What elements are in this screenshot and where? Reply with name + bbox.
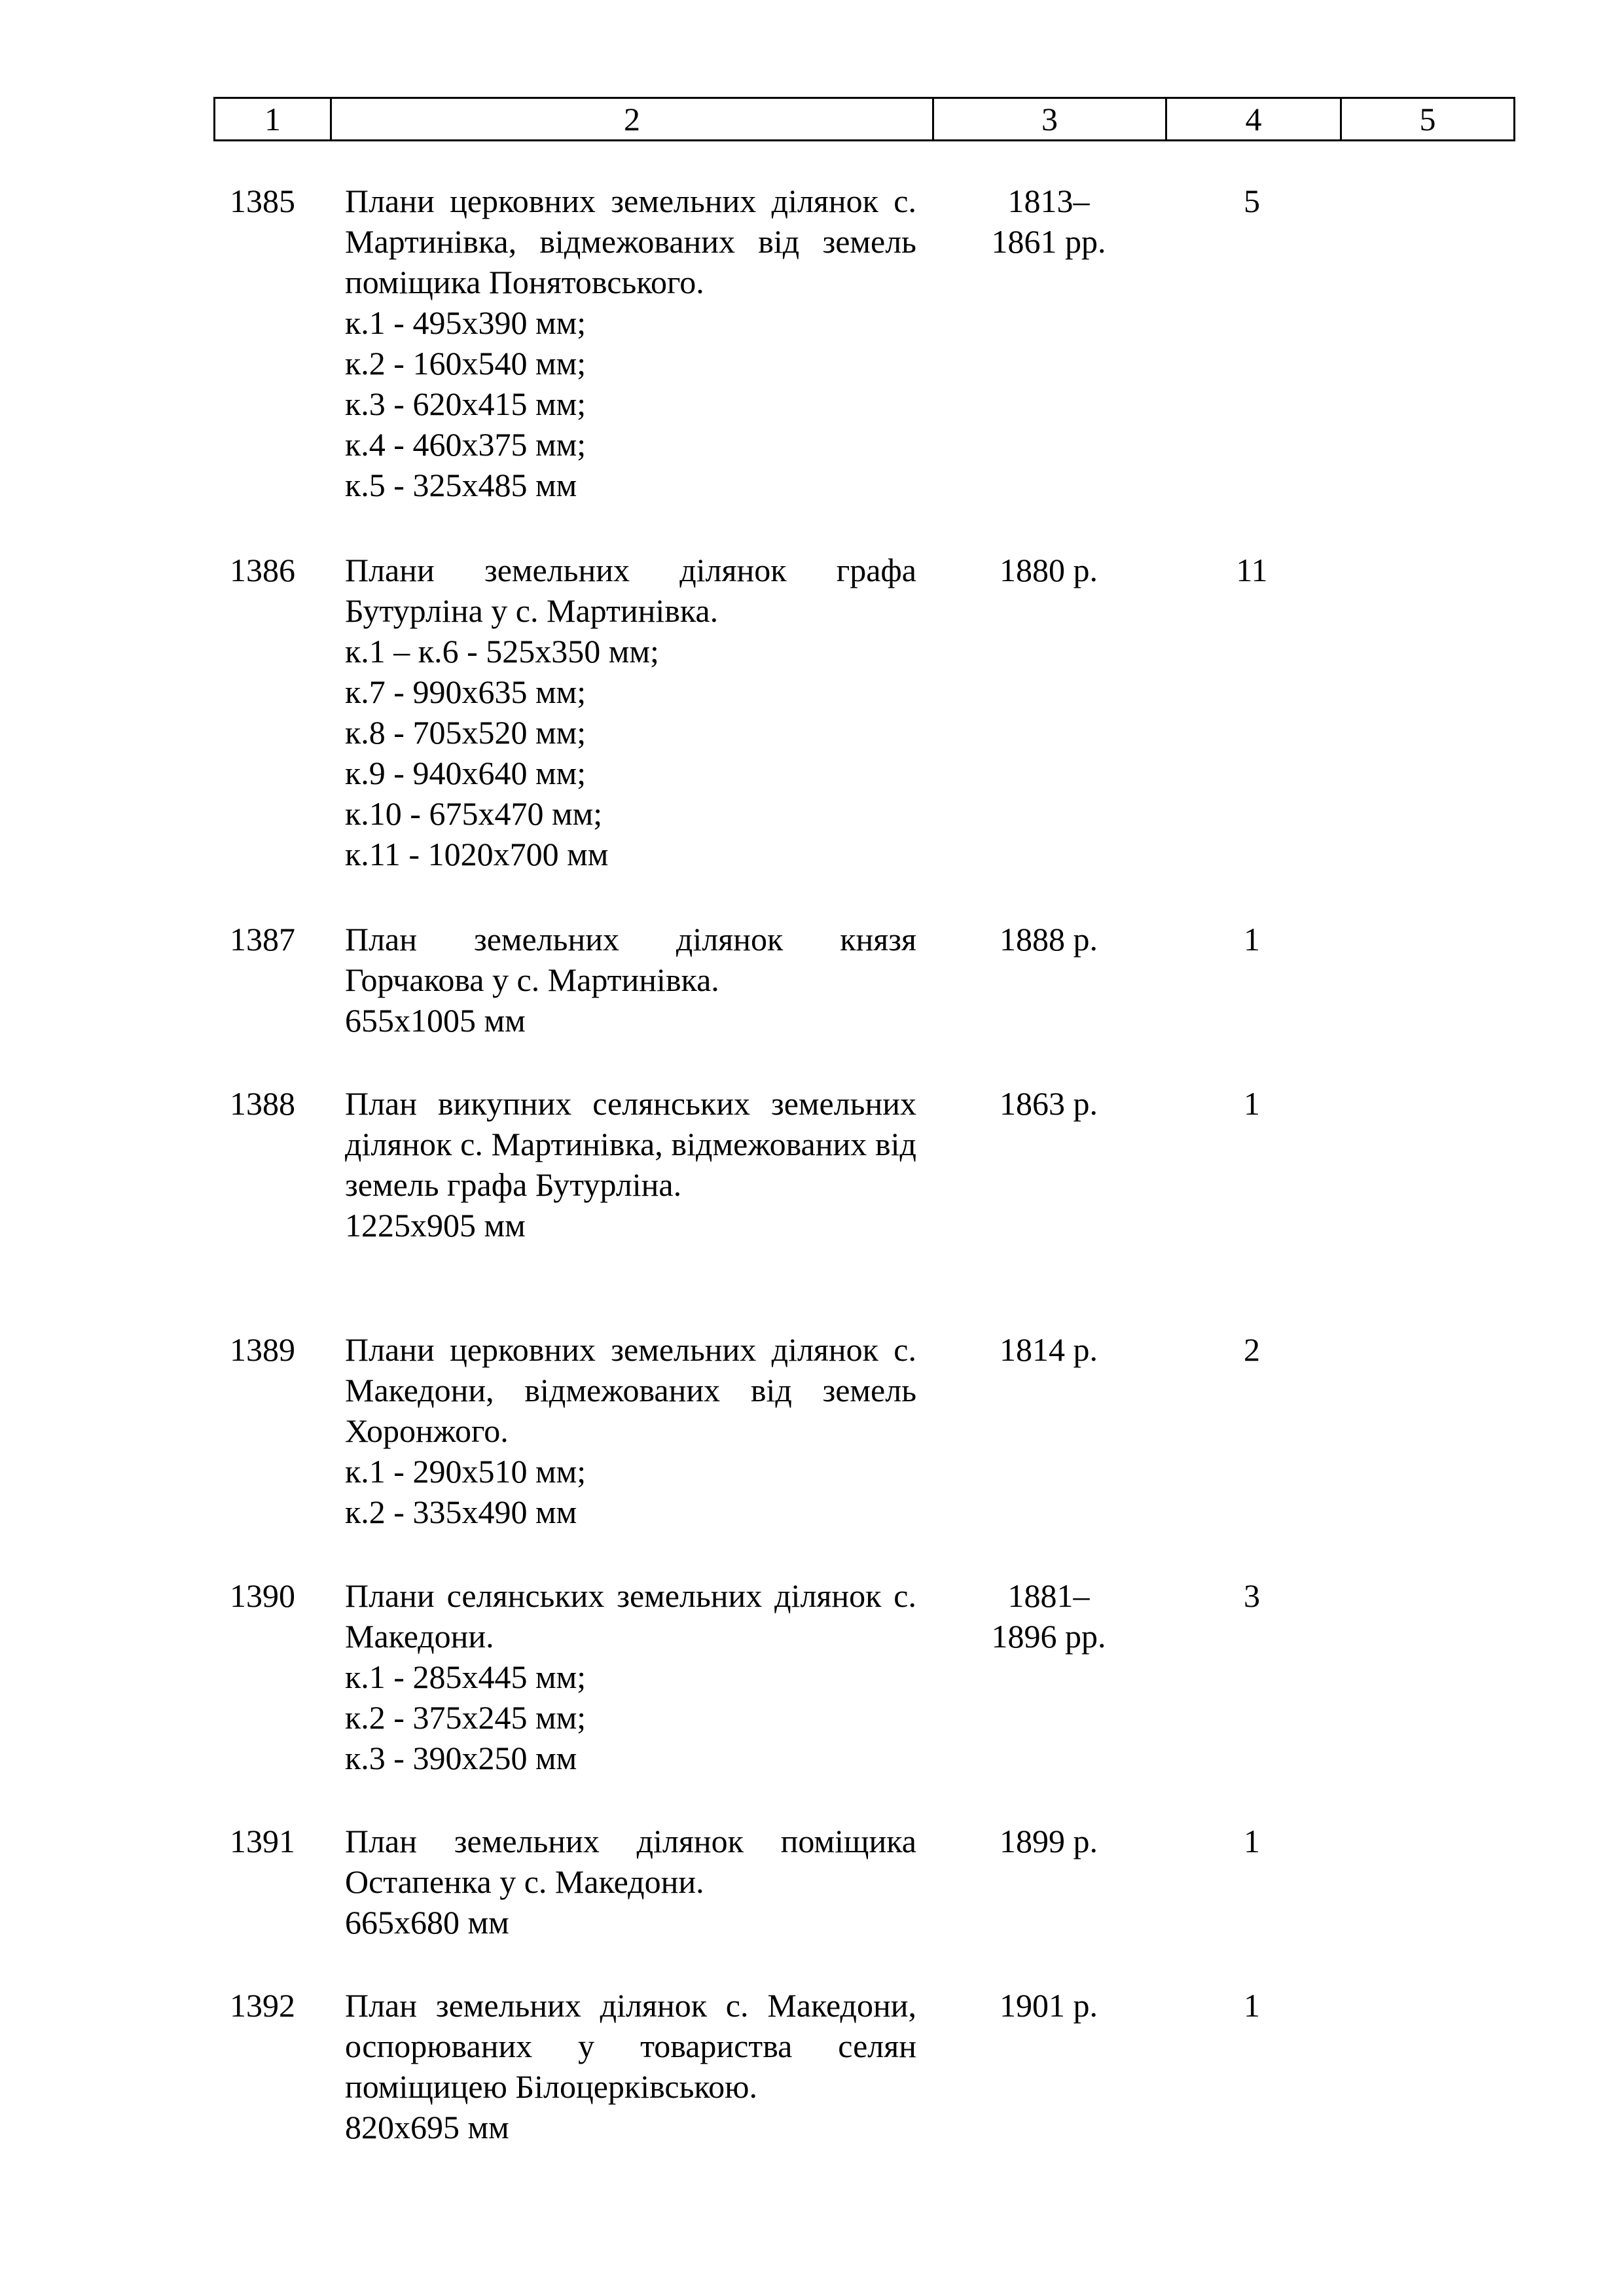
sheet-size: к.3 - 390х250 мм xyxy=(345,1740,577,1776)
entry-number: 1385 xyxy=(230,183,295,219)
entry-dates xyxy=(933,550,1164,590)
column-header-5: 5 xyxy=(1341,98,1515,141)
sheet-count: 1 xyxy=(1244,921,1260,958)
entry-description xyxy=(345,1985,916,2147)
sheet-size: к.9 - 940х640 мм; xyxy=(345,755,586,791)
entry-dates xyxy=(933,1329,1164,1370)
sheet-size: к.2 - 335х490 мм xyxy=(345,1494,577,1530)
entry-dates xyxy=(933,181,1164,262)
entry-dates xyxy=(933,1575,1164,1657)
column-header-4: 4 xyxy=(1166,98,1341,141)
entry-title: Плани церковних земельних ділянок с. Македони, відмежованих від земель Хоронжого. xyxy=(345,1331,916,1449)
entry-title: Плани земельних ділянок графа Бутурліна у с. Мартинівка. xyxy=(345,552,916,629)
entry-dates xyxy=(933,919,1164,960)
date-line: 1813– xyxy=(1007,183,1090,219)
sheet-count: 1 xyxy=(1244,1085,1260,1122)
entry-dates xyxy=(933,1985,1164,2026)
sheet-size: к.10 - 675х470 мм; xyxy=(345,795,603,832)
entry-description xyxy=(345,1575,916,1778)
entry-number: 1388 xyxy=(230,1085,295,1122)
date-line: 1896 рр. xyxy=(991,1618,1106,1655)
entry-title: План викупних селянських земельних ділянок с. Мартинівка, відмежованих від земель графа Бутурліна. xyxy=(345,1085,916,1203)
sheet-count: 5 xyxy=(1244,183,1260,219)
entry-title: Плани церковних земельних ділянок с. Мартинівка, відмежованих від земель поміщика Понятовського. xyxy=(345,183,916,300)
entry-title: Плани селянських земельних ділянок с. Македони. xyxy=(345,1577,916,1655)
date-line: 1863 р. xyxy=(1000,1085,1098,1122)
sheet-size: к.3 - 620х415 мм; xyxy=(345,386,586,422)
sheet-size: к.8 - 705х520 мм; xyxy=(345,714,586,751)
sheet-size: к.1 - 290х510 мм; xyxy=(345,1453,586,1490)
entry-number: 1386 xyxy=(230,552,295,588)
sheet-size: к.4 - 460х375 мм; xyxy=(345,426,586,463)
date-line: 1901 р. xyxy=(1000,1987,1098,2024)
entry-description xyxy=(345,550,916,874)
entry-number: 1387 xyxy=(230,921,295,958)
sheet-size: 1225х905 мм xyxy=(345,1207,526,1244)
column-header-2: 2 xyxy=(331,98,933,141)
entry-title: План земельних ділянок князя Горчакова у с. Мартинівка. xyxy=(345,921,916,998)
entry-number: 1389 xyxy=(230,1331,295,1368)
sheet-size: к.2 - 160х540 мм; xyxy=(345,345,586,382)
sheet-size: к.1 – к.6 - 525х350 мм; xyxy=(345,633,659,670)
column-header-3: 3 xyxy=(933,98,1166,141)
column-header-table xyxy=(213,97,1515,141)
sheet-count: 1 xyxy=(1244,1823,1260,1859)
column-header-row xyxy=(215,98,1515,141)
entry-description xyxy=(345,1083,916,1246)
entry-number: 1392 xyxy=(230,1987,295,2024)
entry-description xyxy=(345,181,916,505)
entry-description xyxy=(345,1329,916,1532)
date-line: 1880 р. xyxy=(1000,552,1098,588)
sheet-size: к.2 - 375х245 мм; xyxy=(345,1699,586,1736)
date-line: 1888 р. xyxy=(1000,921,1098,958)
entry-number: 1391 xyxy=(230,1823,295,1859)
date-line: 1881– xyxy=(1007,1577,1090,1614)
sheet-count: 2 xyxy=(1244,1331,1260,1368)
sheet-count: 1 xyxy=(1244,1987,1260,2024)
entry-description xyxy=(345,1821,916,1943)
sheet-size: 655х1005 мм xyxy=(345,1002,526,1039)
entry-dates xyxy=(933,1083,1164,1124)
sheet-size: 820х695 мм xyxy=(345,2109,509,2145)
entry-dates xyxy=(933,1821,1164,1861)
sheet-size: к.7 - 990х635 мм; xyxy=(345,673,586,710)
sheet-size: к.5 - 325х485 мм xyxy=(345,467,577,503)
date-line: 1861 рр. xyxy=(991,223,1106,260)
date-line: 1814 р. xyxy=(1000,1331,1098,1368)
date-line: 1899 р. xyxy=(1000,1823,1098,1859)
entry-description xyxy=(345,919,916,1041)
sheet-size: к.11 - 1020х700 мм xyxy=(345,836,609,872)
entry-number: 1390 xyxy=(230,1577,295,1614)
sheet-size: к.1 - 495х390 мм; xyxy=(345,304,586,341)
entry-title: План земельних ділянок поміщика Остапенка у с. Македони. xyxy=(345,1823,916,1900)
sheet-size: 665х680 мм xyxy=(345,1904,509,1941)
sheet-count: 3 xyxy=(1244,1577,1260,1614)
column-header-1: 1 xyxy=(215,98,331,141)
sheet-size: к.1 - 285х445 мм; xyxy=(345,1659,586,1695)
entry-title: План земельних ділянок с. Македони, оспорюваних у товариства селян поміщицею Білоцерківською. xyxy=(345,1987,916,2105)
sheet-count: 11 xyxy=(1236,552,1268,588)
